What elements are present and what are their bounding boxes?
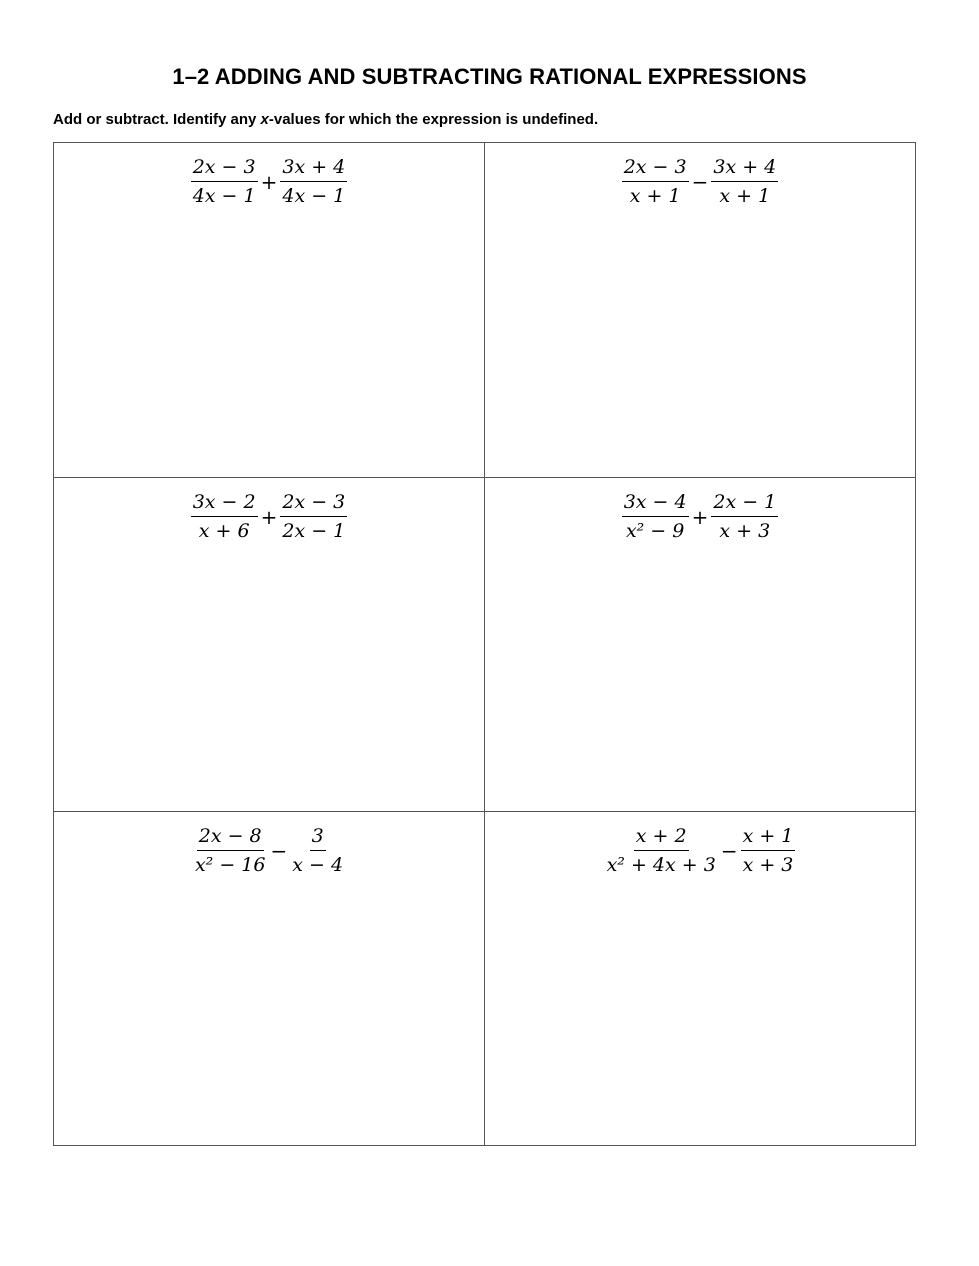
fraction-right [711,153,778,210]
numerator: 2x − 3 [280,488,347,517]
numerator: x + 2 [634,822,689,851]
problem-cell-6 [485,812,915,1145]
operator: − [270,838,288,863]
problem-cell-1 [54,143,485,478]
denominator: 4x − 1 [282,185,346,207]
instruction-text-2: -values for which the expression is undefined. [268,111,599,128]
denominator: x + 1 [719,185,771,207]
denominator: x − 4 [292,854,344,876]
instruction-variable: x [260,111,269,128]
numerator: 3x − 2 [191,488,258,517]
numerator: 2x − 3 [191,153,258,182]
expression [485,488,915,545]
operator: − [691,169,709,194]
problem-cell-3 [54,478,485,812]
fraction-left [191,153,258,210]
instructions [53,111,598,128]
fraction-right [711,488,778,545]
expression [54,822,484,879]
operator: + [260,169,278,194]
operator: − [720,838,738,863]
fraction-right [741,822,796,879]
fraction-left [622,153,689,210]
problem-cell-5 [54,812,485,1145]
fraction-right [290,822,345,879]
problem-grid [53,142,916,1146]
numerator: x + 1 [741,822,796,851]
expression [54,488,484,545]
denominator: x + 3 [719,520,771,542]
instruction-text-1: Add or subtract. Identify any [53,111,261,128]
numerator: 3 [310,822,326,851]
operator: + [691,504,709,529]
expression [54,153,484,210]
fraction-left [605,822,718,879]
denominator: 2x − 1 [282,520,346,542]
expression [485,822,915,879]
numerator: 3x + 4 [280,153,347,182]
fraction-right [280,488,347,545]
fraction-left [191,488,258,545]
denominator: 4x − 1 [192,185,256,207]
operator: + [260,504,278,529]
numerator: 3x − 4 [622,488,689,517]
fraction-left [193,822,268,879]
fraction-left [622,488,689,545]
denominator: x² − 16 [194,854,266,876]
numerator: 2x − 3 [622,153,689,182]
numerator: 2x − 1 [711,488,778,517]
denominator: x + 6 [198,520,250,542]
fraction-right [280,153,347,210]
numerator: 3x + 4 [711,153,778,182]
denominator: x + 3 [742,854,794,876]
denominator: x² − 9 [625,520,685,542]
problem-cell-4 [485,478,915,812]
expression [485,153,915,210]
numerator: 2x − 8 [197,822,264,851]
problem-cell-2 [485,143,915,478]
denominator: x² + 4x + 3 [606,854,716,876]
page-title: 1–2 ADDING AND SUBTRACTING RATIONAL EXPRESSIONS [172,64,807,89]
denominator: x + 1 [629,185,681,207]
